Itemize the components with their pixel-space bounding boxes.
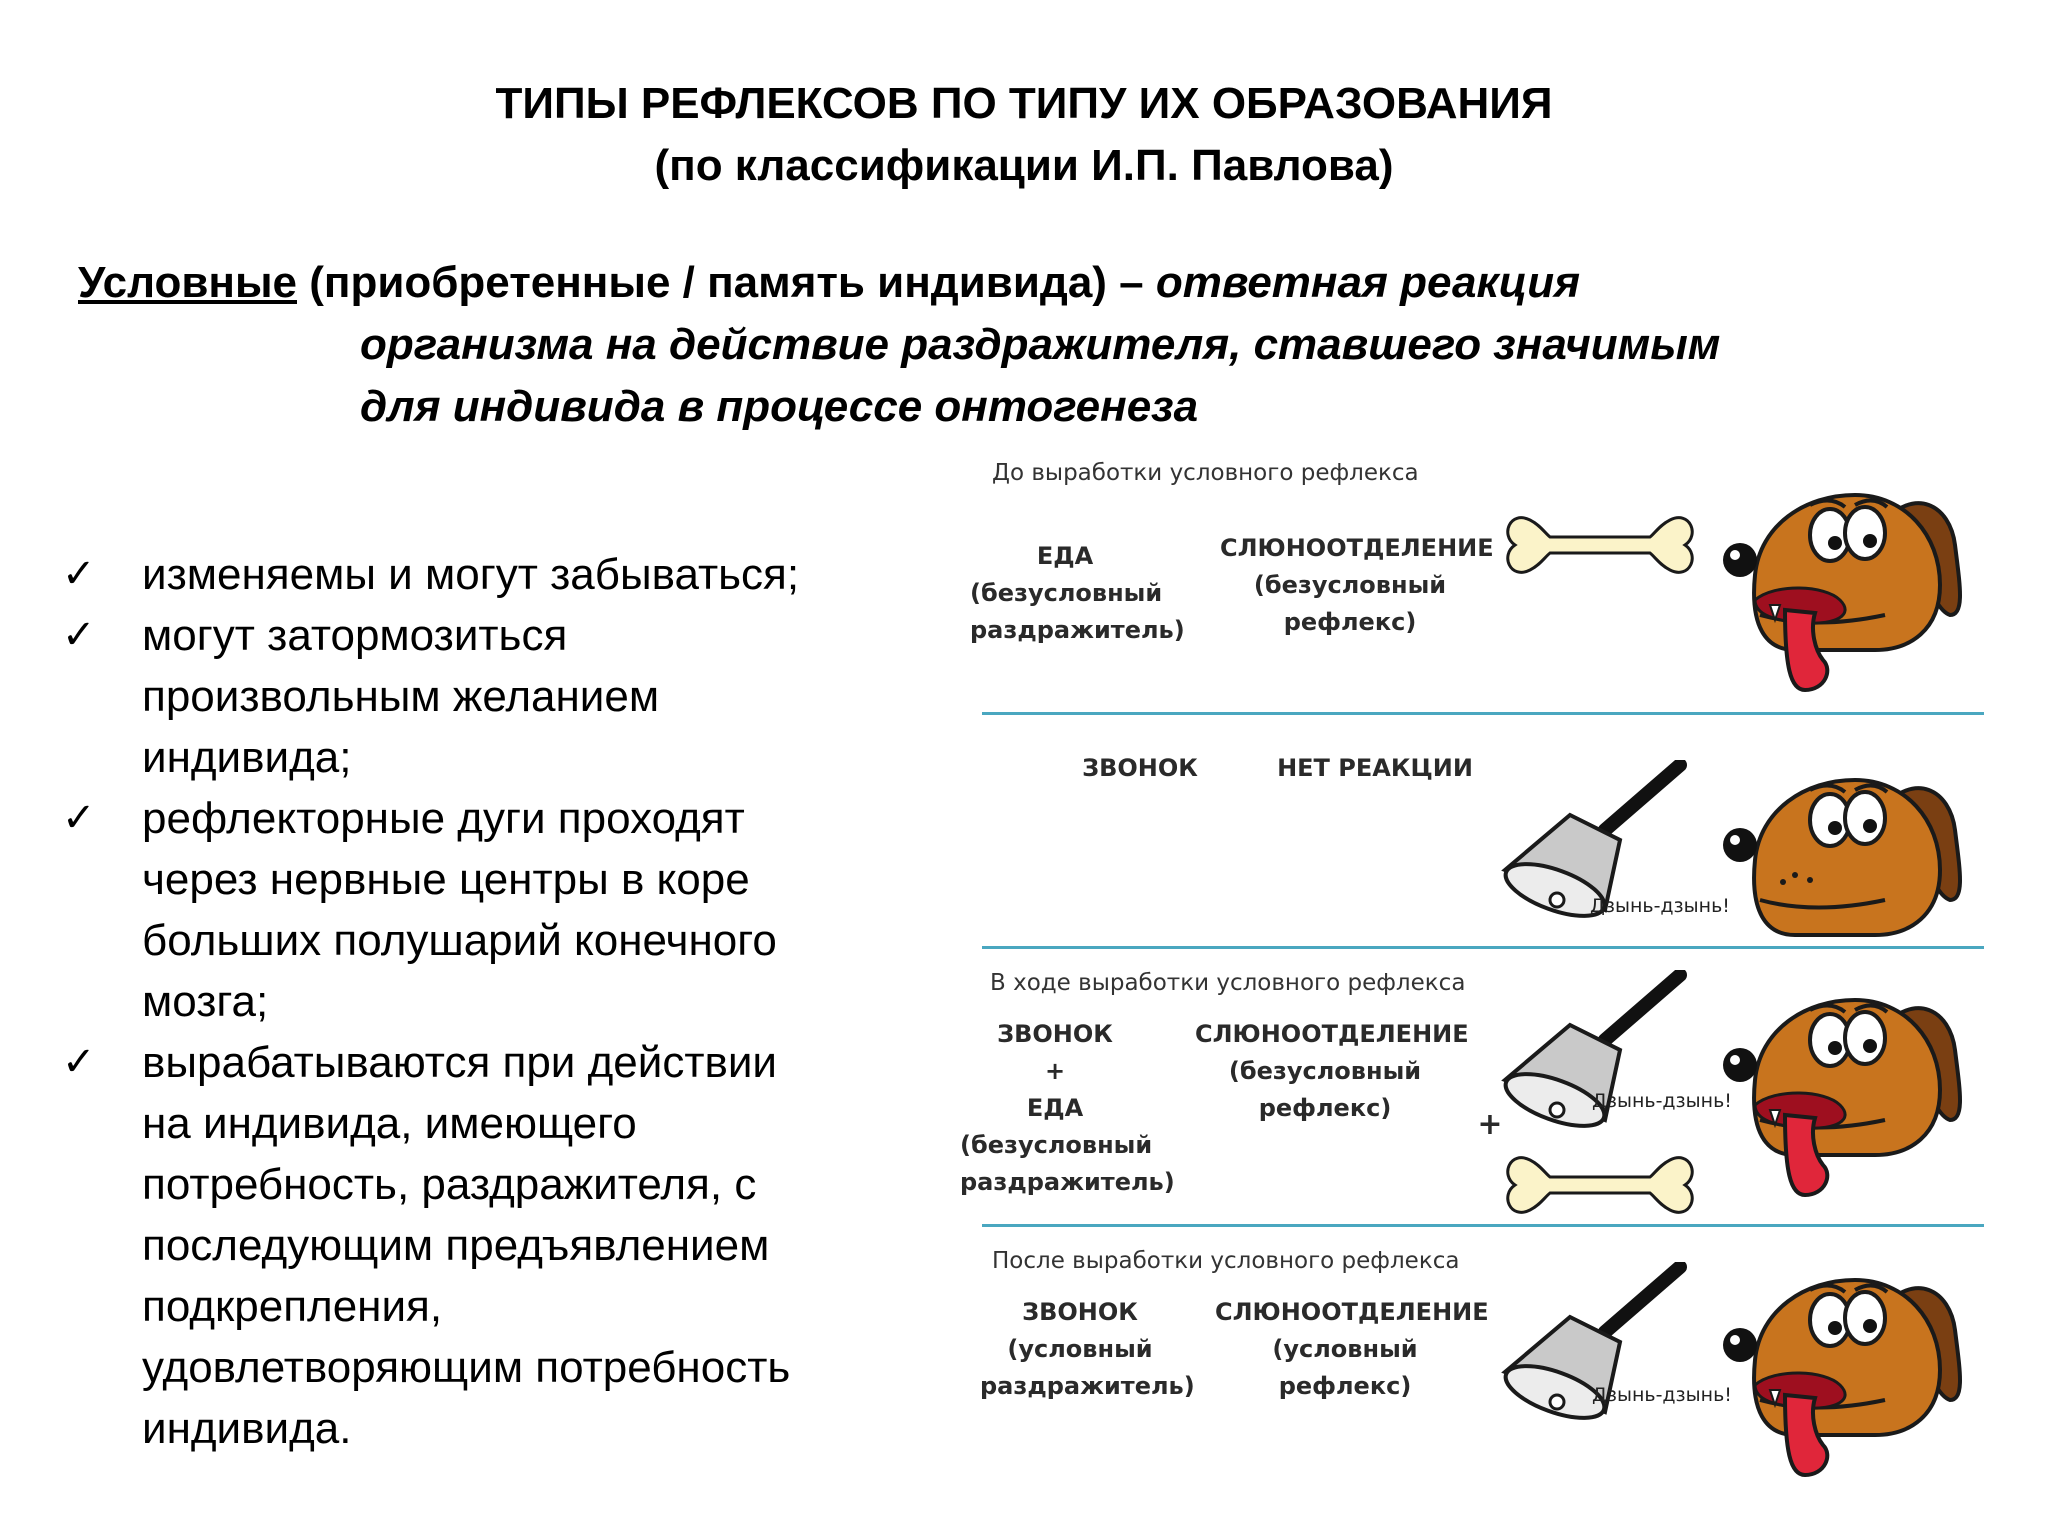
bell-sound: Дзынь-дзынь! [1590, 895, 1730, 917]
stimulus-sub: раздражитель) [970, 616, 1185, 644]
stimulus-label: ЗВОНОК [997, 1020, 1113, 1048]
response-label: СЛЮНООТДЕЛЕНИЕ [1195, 1020, 1469, 1048]
reflex-diagram [960, 450, 2040, 1536]
stimulus-sub: раздражитель) [980, 1372, 1195, 1400]
separator [982, 712, 1984, 715]
stimulus-food [970, 538, 1185, 649]
stimulus-sub: (условный [1007, 1335, 1153, 1363]
caption-after: После выработки условного рефлекса [992, 1248, 1460, 1274]
separator [982, 1224, 1984, 1227]
list-item-line: удовлетворяющим потребность [142, 1343, 791, 1392]
stimulus-plus: + [1044, 1057, 1066, 1085]
dog-salivating-icon [1715, 465, 1965, 695]
caption-during: В ходе выработки условного рефлекса [990, 970, 1466, 996]
property-list [62, 544, 922, 1459]
checkmark-icon: ✓ [62, 612, 96, 658]
stimulus-bell-plus-food [960, 1016, 1175, 1201]
list-item-line: больших полушарий конечного [142, 916, 777, 965]
response-sub: (безусловный [1253, 571, 1447, 599]
list-item-line: произвольным желанием [142, 672, 660, 721]
response-salivation-conditioned [1215, 1294, 1489, 1405]
list-item-line: через нервные центры в коре [142, 855, 750, 904]
bell-icon [1495, 970, 1695, 1140]
stimulus-label: ЕДА [1036, 542, 1094, 570]
response-salivation [1195, 1016, 1469, 1127]
bell-sound: Дзынь-дзынь! [1592, 1090, 1732, 1112]
response-sub: рефлекс) [1283, 608, 1417, 636]
definition-line-2: организма на действие раздражителя, ставшего значимым [360, 320, 1721, 369]
response-sub: (безусловный [1228, 1057, 1422, 1085]
separator [982, 946, 1984, 949]
list-item-line: индивида. [142, 1404, 352, 1453]
caption-before: До выработки условного рефлекса [992, 460, 1419, 486]
definition-qualifier: (приобретенные / память индивида) – [297, 258, 1156, 307]
list-item-line: на индивида, имеющего [142, 1099, 637, 1148]
list-item-line: могут затормозиться [142, 611, 568, 660]
response-none: НЕТ РЕАКЦИИ [1277, 754, 1473, 782]
definition-text-start: ответная реакция [1155, 258, 1580, 307]
checkmark-icon: ✓ [62, 551, 96, 597]
response-sub: рефлекс) [1258, 1094, 1392, 1122]
response-label: СЛЮНООТДЕЛЕНИЕ [1220, 534, 1494, 562]
list-item-line: рефлекторные дуги проходят [142, 794, 745, 843]
definition-line-3: для индивида в процессе онтогенеза [360, 382, 1199, 431]
list-item-line: подкрепления, [142, 1282, 443, 1331]
page-title: ТИПЫ РЕФЛЕКСОВ ПО ТИПУ ИХ ОБРАЗОВАНИЯ [495, 79, 1553, 128]
list-item-line: вырабатываются при действии [142, 1038, 778, 1087]
checkmark-icon: ✓ [62, 795, 96, 841]
list-item-line: последующим предъявлением [142, 1221, 770, 1270]
dog-salivating-icon [1715, 1250, 1965, 1480]
stimulus-bell: ЗВОНОК [1082, 754, 1198, 782]
list-item-line: мозга; [142, 977, 269, 1026]
response-salivation [1220, 530, 1494, 641]
list-item [62, 605, 922, 788]
stimulus-label: ЗВОНОК [1022, 1298, 1138, 1326]
page-subtitle: (по классификации И.П. Павлова) [654, 141, 1394, 190]
definition-term: Условные [78, 258, 297, 307]
definition-line-1 [78, 252, 1978, 314]
dog-salivating-icon [1715, 970, 1965, 1200]
checkmark-icon: ✓ [62, 1039, 96, 1085]
list-item-line: индивида; [142, 733, 352, 782]
stimulus-bell-conditioned [980, 1294, 1195, 1405]
list-item-line: потребность, раздражителя, с [142, 1160, 757, 1209]
list-item [62, 788, 922, 1032]
response-label: СЛЮНООТДЕЛЕНИЕ [1215, 1298, 1489, 1326]
response-sub: (условный [1272, 1335, 1418, 1363]
list-item [62, 1032, 922, 1459]
list-item-line: изменяемы и могут забываться; [142, 550, 800, 599]
stimulus-label: ЕДА [1026, 1094, 1084, 1122]
bone-icon [1500, 490, 1700, 600]
list-item [62, 544, 922, 605]
stimulus-sub: (безусловный [960, 1131, 1153, 1159]
stimulus-sub: раздражитель) [960, 1168, 1175, 1196]
bell-sound: Дзынь-дзынь! [1592, 1384, 1732, 1406]
bell-icon [1495, 1262, 1695, 1432]
stimulus-sub: (безусловный [970, 579, 1163, 607]
response-sub: рефлекс) [1278, 1372, 1412, 1400]
plus-sign: + [1477, 1107, 1503, 1142]
